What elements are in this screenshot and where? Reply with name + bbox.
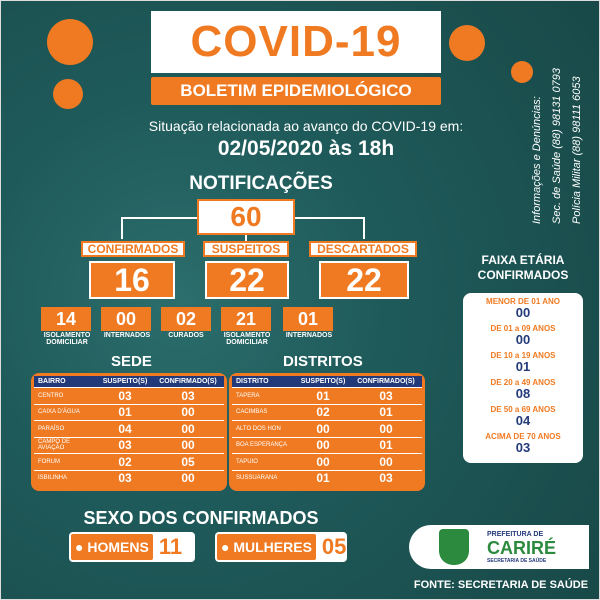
table-cell: TAPUIO bbox=[236, 458, 258, 465]
age-range-value: 00 bbox=[515, 305, 531, 320]
source-text: FONTE: SECRETARIA DE SAÚDE bbox=[413, 579, 589, 591]
men-box bbox=[69, 532, 195, 562]
table-row bbox=[34, 453, 224, 470]
women-value: 05 bbox=[321, 534, 347, 559]
suspected-home-isolation-value: 21 bbox=[235, 308, 257, 329]
table-cell: 00 bbox=[154, 405, 222, 419]
notifications-total bbox=[197, 199, 295, 235]
crest-icon bbox=[439, 529, 469, 565]
table-header-cell: CONFIRMADO(S) bbox=[159, 378, 217, 385]
table-cell: PARAÍSO bbox=[38, 425, 65, 432]
men-label-text: HOMENS bbox=[87, 539, 149, 555]
discarded-value-text: 22 bbox=[346, 261, 382, 298]
table-cell: 05 bbox=[154, 455, 222, 469]
table-cell: 00 bbox=[352, 422, 420, 436]
table-row bbox=[232, 437, 422, 454]
table-cell: 00 bbox=[154, 438, 222, 452]
table-cell: 01 bbox=[352, 438, 420, 452]
situation-text: Situação relacionada ao avanço do COVID-19 em: bbox=[148, 118, 464, 134]
age-range-item bbox=[465, 297, 581, 324]
table-row bbox=[34, 437, 224, 454]
virus-icon bbox=[47, 19, 93, 65]
table-row bbox=[34, 387, 224, 404]
table-header-cell: SUSPEITO(S) bbox=[102, 378, 148, 385]
sex-title: SEXO DOS CONFIRMADOS bbox=[83, 508, 319, 528]
suspected-hospitalized-label: INTERNADOS bbox=[285, 332, 333, 339]
confirmed-hospitalized bbox=[101, 307, 151, 331]
confirmed-cured bbox=[161, 307, 211, 331]
table-cell: SUSSUARANA bbox=[236, 475, 278, 482]
suspected-value-text: 22 bbox=[229, 261, 265, 298]
table-header bbox=[34, 376, 224, 387]
table-cell: 00 bbox=[294, 422, 352, 436]
table-row bbox=[34, 420, 224, 437]
contact-line-2: Sec. de Saúde (88) 98131 0793 bbox=[551, 68, 563, 224]
table-cell: 01 bbox=[294, 389, 352, 403]
age-range-title: FAIXA ETÁRIA CONFIRMADOS bbox=[477, 253, 569, 282]
age-range-label: DE 20 a 49 ANOS bbox=[490, 378, 556, 387]
table-cell: 03 bbox=[352, 389, 420, 403]
age-range-label: MENOR DE 01 ANO bbox=[486, 297, 560, 306]
table-cell: CENTRO bbox=[38, 392, 64, 399]
table-cell: BOA ESPERANÇA bbox=[236, 442, 288, 449]
connector-line bbox=[363, 217, 365, 239]
table-cell: 01 bbox=[96, 405, 154, 419]
age-range-value: 04 bbox=[515, 413, 531, 428]
suspected-value bbox=[205, 261, 289, 299]
table-cell: 04 bbox=[96, 422, 154, 436]
virus-icon bbox=[53, 79, 83, 109]
confirmed-cured-value: 02 bbox=[175, 308, 197, 329]
table-cell: 03 bbox=[96, 471, 154, 485]
table-cell: CAIXA D'ÁGUA bbox=[38, 409, 80, 416]
table-cell: 03 bbox=[96, 438, 154, 452]
table-row bbox=[232, 470, 422, 487]
suspected-home-isolation-label: ISOLAMENTO DOMICILIAR bbox=[223, 332, 271, 346]
age-range-item bbox=[465, 324, 581, 351]
table-cell: 02 bbox=[294, 405, 352, 419]
table-cell: 00 bbox=[294, 438, 352, 452]
age-range-item bbox=[465, 351, 581, 378]
contact-line-1: Informações e Denúncias: bbox=[531, 96, 543, 224]
page-title: COVID-19 bbox=[190, 17, 402, 66]
table-cell: ALTO DOS HON bbox=[236, 425, 281, 432]
page-subtitle: BOLETIM EPIDEMIOLÓGICO bbox=[180, 81, 412, 100]
connector-line bbox=[121, 217, 197, 219]
confirmed-hospitalized-label: INTERNADOS bbox=[103, 332, 151, 339]
table-cell: 00 bbox=[294, 455, 352, 469]
table-cell: 03 bbox=[352, 471, 420, 485]
distritos-table bbox=[229, 373, 425, 491]
table-header-cell: SUSPEITO(S) bbox=[300, 378, 346, 385]
table-cell: 01 bbox=[352, 405, 420, 419]
age-range-value: 01 bbox=[515, 359, 531, 374]
table-cell: 03 bbox=[154, 389, 222, 403]
table-row bbox=[232, 453, 422, 470]
suspected-label-text: SUSPEITOS bbox=[211, 242, 281, 256]
suspected-label bbox=[203, 241, 289, 257]
age-range-panel bbox=[463, 293, 583, 463]
table-cell: 00 bbox=[154, 471, 222, 485]
table-cell: ISBILINHA bbox=[38, 475, 68, 482]
confirmed-label bbox=[81, 241, 185, 257]
prefeitura-logo bbox=[409, 525, 589, 569]
logo-line-3: SECRETARIA DE SAÚDE bbox=[487, 558, 547, 564]
table-cell: TAPERA bbox=[236, 392, 260, 399]
sede-table bbox=[31, 373, 227, 491]
women-box bbox=[215, 532, 347, 562]
table-row bbox=[232, 404, 422, 421]
table-cell: CAMPO DE AVIAÇÃO bbox=[38, 439, 71, 452]
suspected-hospitalized bbox=[283, 307, 333, 331]
notifications-total-value: 60 bbox=[230, 201, 262, 232]
confirmed-home-isolation-value: 14 bbox=[55, 308, 77, 329]
discarded-value bbox=[319, 261, 409, 299]
table-row bbox=[34, 470, 224, 487]
age-range-item bbox=[465, 378, 581, 405]
confirmed-value bbox=[89, 261, 175, 299]
age-range-label: DE 01 a 09 ANOS bbox=[490, 324, 556, 333]
table-cell: CACIMBAS bbox=[236, 409, 268, 416]
table-header-cell: CONFIRMADO(S) bbox=[357, 378, 415, 385]
suspected-hospitalized-value: 01 bbox=[297, 308, 319, 329]
virus-icon bbox=[449, 25, 485, 61]
table-cell: 03 bbox=[96, 389, 154, 403]
age-range-label: DE 50 a 69 ANOS bbox=[490, 405, 556, 414]
age-range-label: ACIMA DE 70 ANOS bbox=[485, 432, 561, 441]
distritos-title: DISTRITOS bbox=[283, 353, 363, 370]
suspected-home-isolation bbox=[221, 307, 271, 331]
table-row bbox=[232, 387, 422, 404]
bulletin-date: 02/05/2020 às 18h bbox=[217, 137, 395, 160]
title-box bbox=[151, 11, 441, 73]
confirmed-value-text: 16 bbox=[114, 261, 150, 298]
table-header-cell: BAIRRO bbox=[38, 378, 66, 385]
confirmed-label-text: CONFIRMADOS bbox=[87, 242, 179, 256]
contact-info bbox=[529, 68, 599, 236]
men-value: 11 bbox=[158, 534, 183, 559]
age-range-value: 00 bbox=[515, 332, 531, 347]
contact-line-3: Polícia Militar (88) 98111 6053 bbox=[571, 76, 583, 224]
sede-title: SEDE bbox=[111, 353, 152, 370]
woman-icon: ● bbox=[221, 539, 234, 555]
table-header-cell: DISTRITO bbox=[236, 378, 269, 385]
table-cell: 00 bbox=[154, 422, 222, 436]
age-range-value: 08 bbox=[515, 386, 531, 401]
women-label bbox=[217, 534, 316, 560]
men-label bbox=[71, 534, 153, 560]
table-header bbox=[232, 376, 422, 387]
age-range-item bbox=[465, 432, 581, 459]
confirmed-home-isolation-label: ISOLAMENTO DOMICILIAR bbox=[43, 332, 91, 346]
age-range-value: 03 bbox=[515, 440, 531, 455]
logo-line-1: PREFEITURA DE bbox=[487, 531, 544, 538]
virus-icon bbox=[511, 61, 533, 83]
table-cell: 00 bbox=[352, 455, 420, 469]
subtitle-box bbox=[151, 77, 441, 105]
logo-line-2: CARIRÉ bbox=[487, 538, 557, 558]
table-cell: 02 bbox=[96, 455, 154, 469]
man-icon: ● bbox=[75, 539, 88, 555]
connector-line bbox=[121, 217, 123, 239]
age-range-item bbox=[465, 405, 581, 432]
table-row bbox=[34, 404, 224, 421]
discarded-label bbox=[309, 241, 417, 257]
discarded-label-text: DESCARTADOS bbox=[317, 242, 409, 256]
notifications-label: NOTIFICAÇÕES bbox=[189, 173, 333, 194]
table-row bbox=[232, 420, 422, 437]
confirmed-home-isolation bbox=[41, 307, 91, 331]
confirmed-cured-label: CURADOS bbox=[168, 332, 204, 339]
age-range-label: DE 10 a 19 ANOS bbox=[490, 351, 556, 360]
women-label-text: MULHERES bbox=[233, 539, 312, 555]
connector-line bbox=[295, 217, 363, 219]
table-cell: 01 bbox=[294, 471, 352, 485]
table-cell: FORUM bbox=[38, 458, 60, 465]
confirmed-hospitalized-value: 00 bbox=[115, 308, 137, 329]
